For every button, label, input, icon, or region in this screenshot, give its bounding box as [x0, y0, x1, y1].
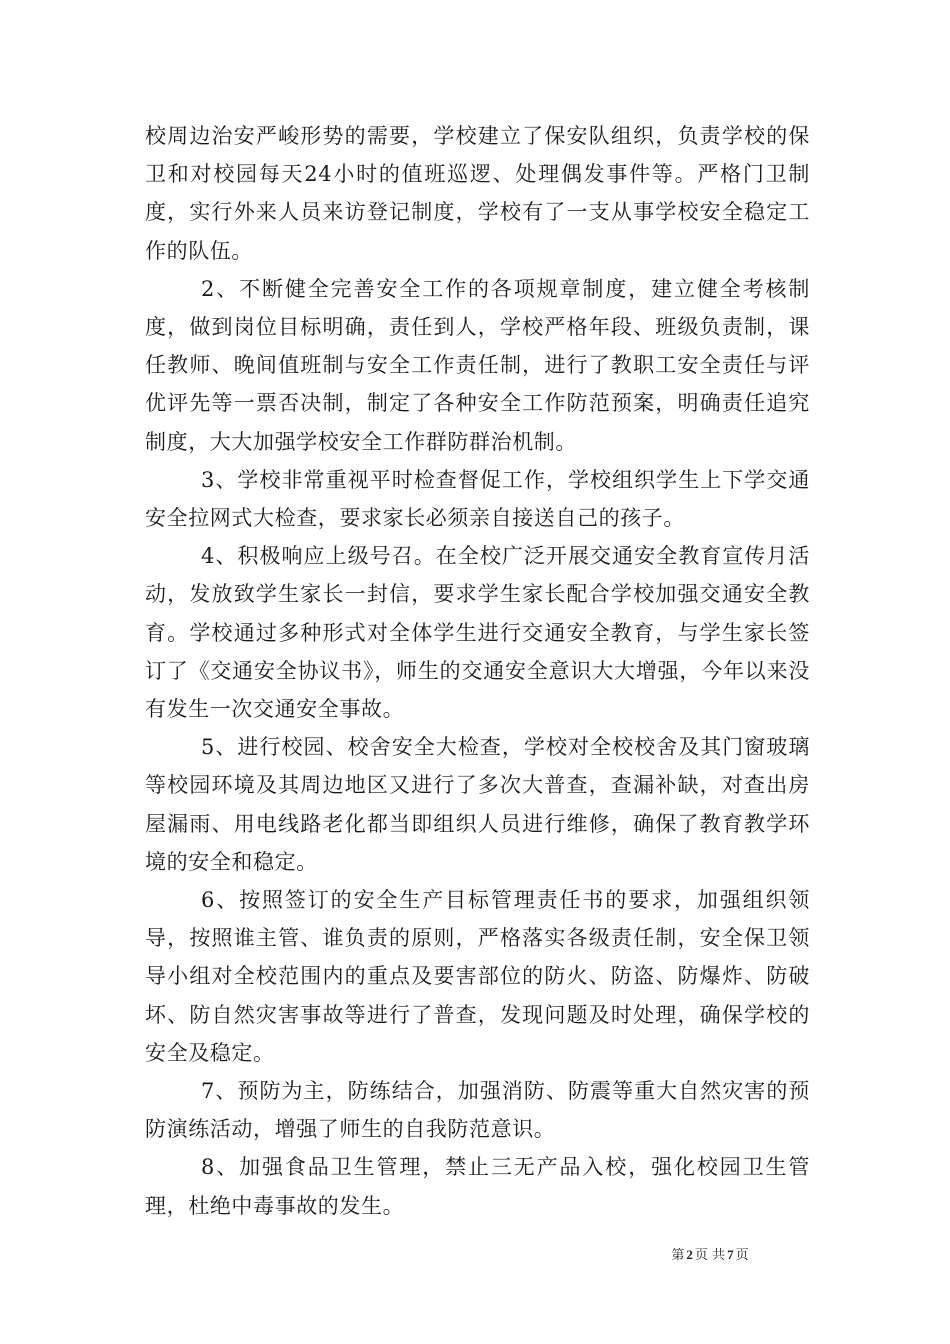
paragraph-item-3: 3、学校非常重视平时检查督促工作，学校组织学生上下学交通安全拉网式大检查，要求家长必须亲自接送自己的孩子。	[145, 467, 810, 531]
footer-current-page: 2	[686, 1247, 693, 1262]
paragraph-continuation: 校周边治安严峻形势的需要，学校建立了保安队组织，负责学校的保卫和对校园每天24小时的值班巡逻、处理偶发事件等。严格门卫制度，实行外来人员来访登记制度，学校有了一支从事学校安全稳定工作的队伍。	[145, 124, 810, 263]
paragraph-item-5: 5、进行校园、校舍安全大检查，学校对全校校舍及其门窗玻璃等校园环境及其周边地区又进行了多次大普查，查漏补缺，对查出房屋漏雨、用电线路老化都当即组织人员进行维修，确保了教育教学环境的安全和稳定。	[145, 735, 810, 874]
footer-prefix: 第	[671, 1248, 685, 1263]
page-footer	[0, 1244, 950, 1263]
footer-middle: 页 共	[694, 1248, 726, 1263]
paragraph-item-8: 8、加强食品卫生管理，禁止三无产品入校，强化校园卫生管理，杜绝中毒事故的发生。	[145, 1155, 810, 1218]
paragraph-item-4: 4、积极响应上级号召。在全校广泛开展交通安全教育宣传月活动，发放致学生家长一封信，要求学生家长配合学校加强交通安全教育。学校通过多种形式对全体学生进行交通安全教育，与学生家长签订了《交通安全协议书》，师生的交通安全意识大大增强，今年以来没有发生一次交通安全事故。	[145, 544, 810, 722]
paragraph-item-2: 2、不断健全完善安全工作的各项规章制度，建立健全考核制度，做到岗位目标明确，责任到人，学校严格年段、班级负责制，课任教师、晚间值班制与安全工作责任制，进行了教职工安全责任与评优评先等一票否决制，制定了各种安全工作防范预案，明确责任追究制度，大大加强学校安全工作群防群治机制。	[145, 276, 810, 454]
paragraph-item-6: 6、按照签订的安全生产目标管理责任书的要求，加强组织领导，按照谁主管、谁负责的原则，严格落实各级责任制，安全保卫领导小组对全校范围内的重点及要害部位的防火、防盗、防爆炸、防破坏、防自然灾害事故等进行了普查，发现问题及时处理，确保学校的安全及稳定。	[145, 888, 810, 1065]
footer-total-pages: 7	[727, 1247, 734, 1262]
footer-suffix: 页	[735, 1248, 749, 1263]
document-body	[145, 117, 810, 1225]
paragraph-item-7: 7、预防为主，防练结合，加强消防、防震等重大自然灾害的预防演练活动，增强了师生的自我防范意识。	[145, 1079, 810, 1142]
